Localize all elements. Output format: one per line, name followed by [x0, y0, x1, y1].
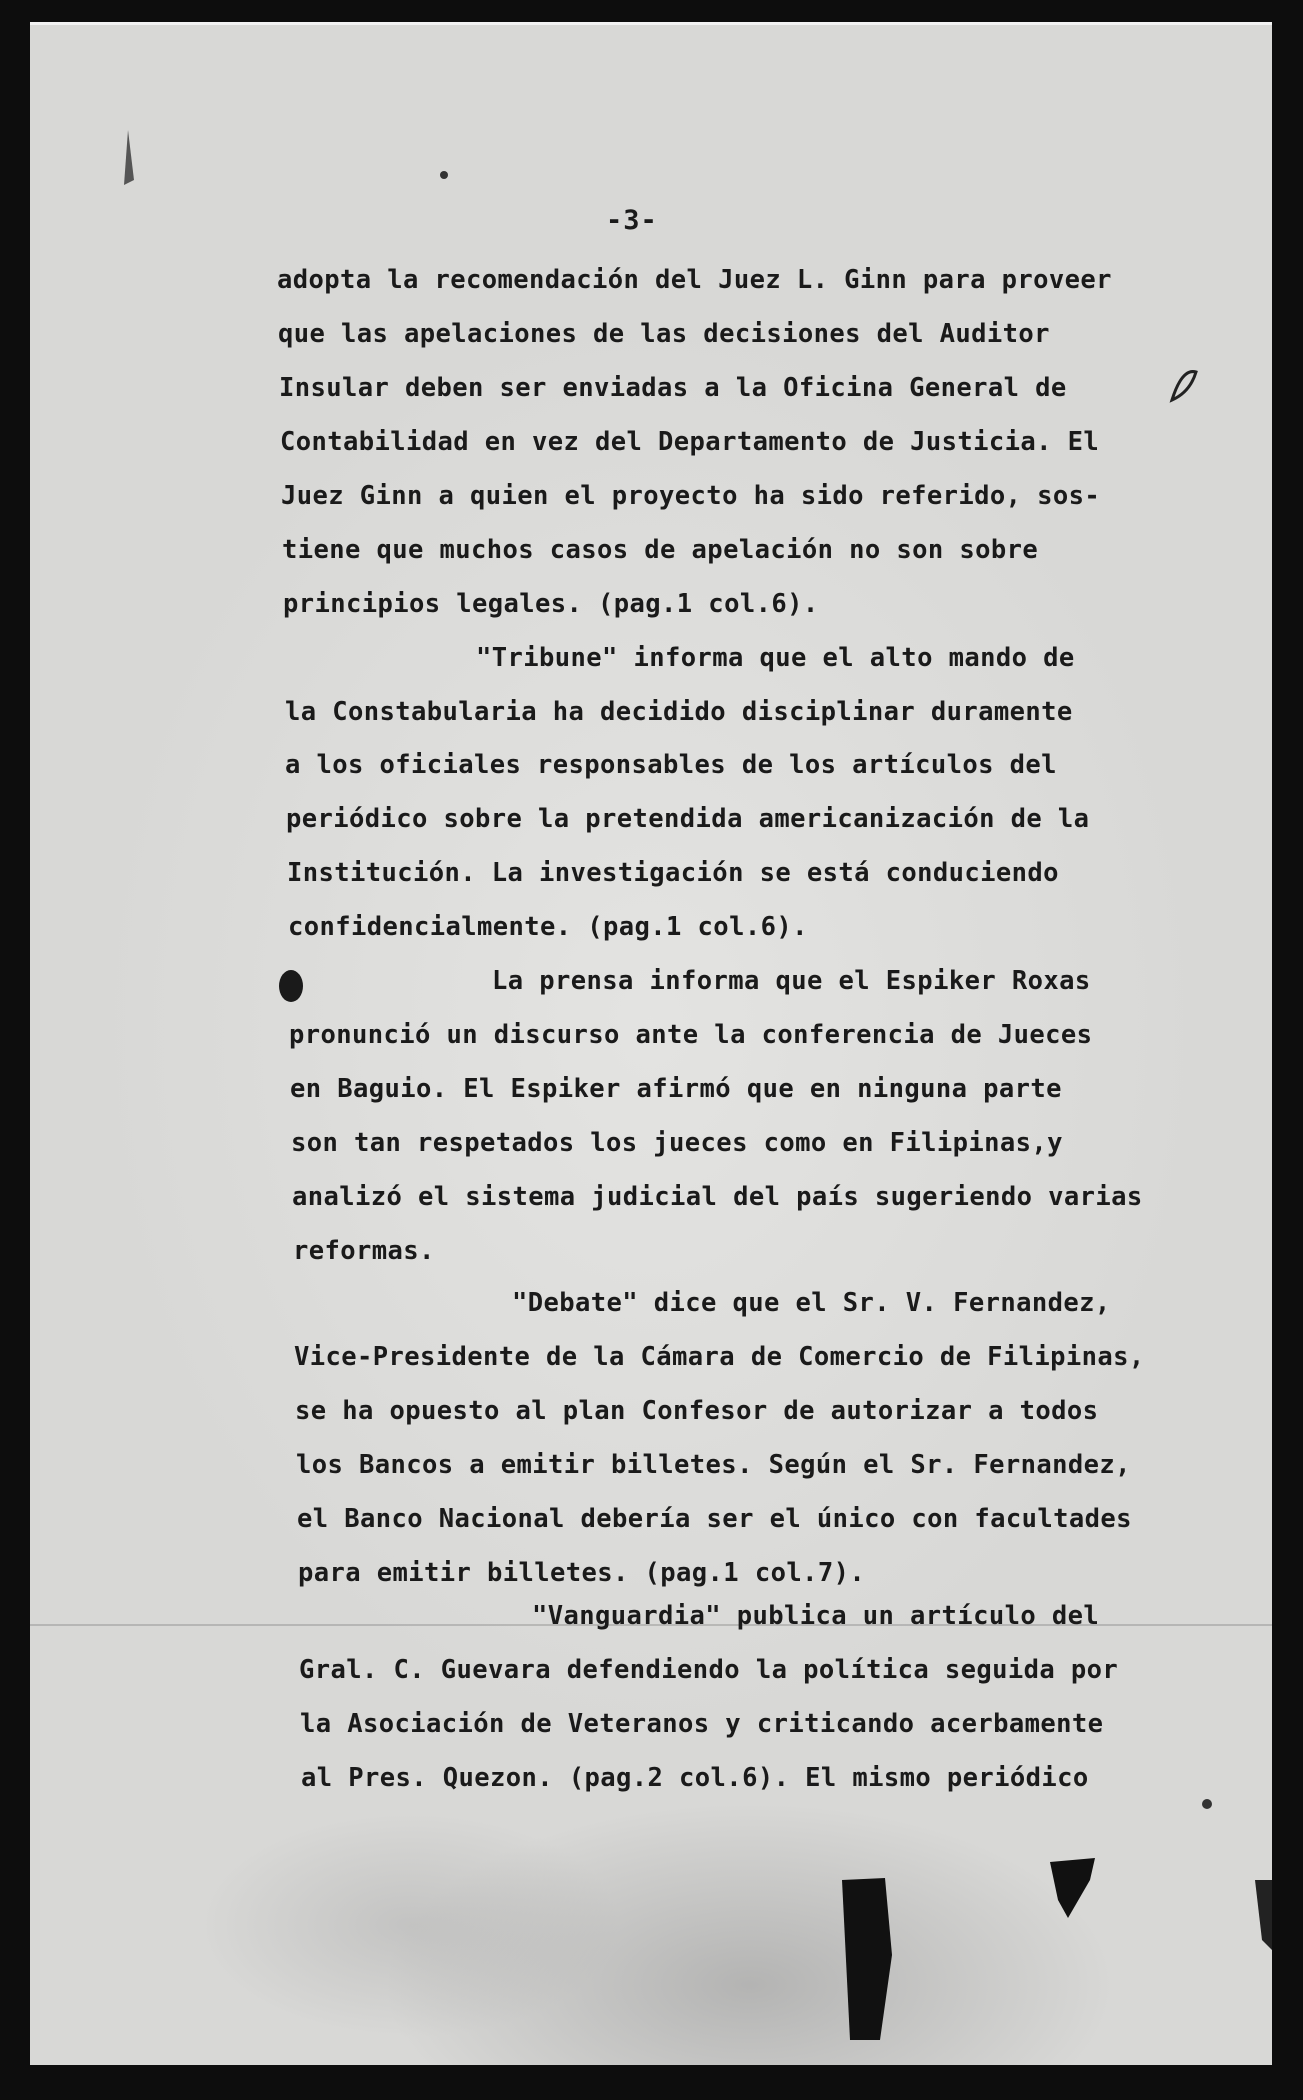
text-line: Vice-Presidente de la Cámara de Comercio de Filipinas, [294, 1342, 1145, 1372]
text-line: Insular deben ser enviadas a la Oficina General de [279, 373, 1067, 403]
text-line: Juez Ginn a quien el proyecto ha sido referido, sos- [281, 481, 1101, 511]
text-line: al Pres. Quezon. (pag.2 col.6). El mismo periódico [301, 1763, 1089, 1793]
text-line: analizó el sistema judicial del país sugeriendo varias [292, 1182, 1143, 1212]
text-line: los Bancos a emitir billetes. Según el Sr. Fernandez, [296, 1450, 1131, 1480]
text-line: que las apelaciones de las decisiones del Auditor [278, 319, 1050, 349]
text-line: La prensa informa que el Espiker Roxas [492, 966, 1091, 996]
text-line: periódico sobre la pretendida americanización de la [286, 804, 1090, 834]
page-number: -3- [606, 205, 658, 236]
text-line: Gral. C. Guevara defendiendo la política seguida por [299, 1655, 1119, 1685]
text-line: el Banco Nacional debería ser el único con facultades [297, 1504, 1132, 1534]
text-line: Contabilidad en vez del Departamento de Justicia. El [280, 427, 1100, 457]
text-line: son tan respetados los jueces como en Filipinas,y [291, 1128, 1063, 1158]
text-line: reformas. [293, 1236, 435, 1266]
text-line: principios legales. (pag.1 col.6). [283, 589, 819, 619]
text-line: confidencialmente. (pag.1 col.6). [288, 912, 808, 942]
text-line: pronunció un discurso ante la conferencia de Jueces [289, 1020, 1093, 1050]
text-line: "Vanguardia" publica un artículo del [532, 1601, 1100, 1631]
text-line: "Tribune" informa que el alto mando de [476, 643, 1075, 673]
text-line: adopta la recomendación del Juez L. Ginn para proveer [277, 265, 1112, 295]
text-line: para emitir billetes. (pag.1 col.7). [298, 1558, 866, 1588]
text-line: "Debate" dice que el Sr. V. Fernandez, [512, 1288, 1111, 1318]
text-line: la Asociación de Veteranos y criticando acerbamente [300, 1709, 1104, 1739]
text-line: Institución. La investigación se está conduciendo [287, 858, 1059, 888]
text-line: a los oficiales responsables de los artículos del [285, 750, 1057, 780]
text-line: en Baguio. El Espiker afirmó que en ninguna parte [290, 1074, 1062, 1104]
text-line: tiene que muchos casos de apelación no son sobre [282, 535, 1039, 565]
text-line: se ha opuesto al plan Confesor de autorizar a todos [295, 1396, 1099, 1426]
text-line: la Constabularia ha decidido disciplinar duramente [285, 697, 1073, 727]
